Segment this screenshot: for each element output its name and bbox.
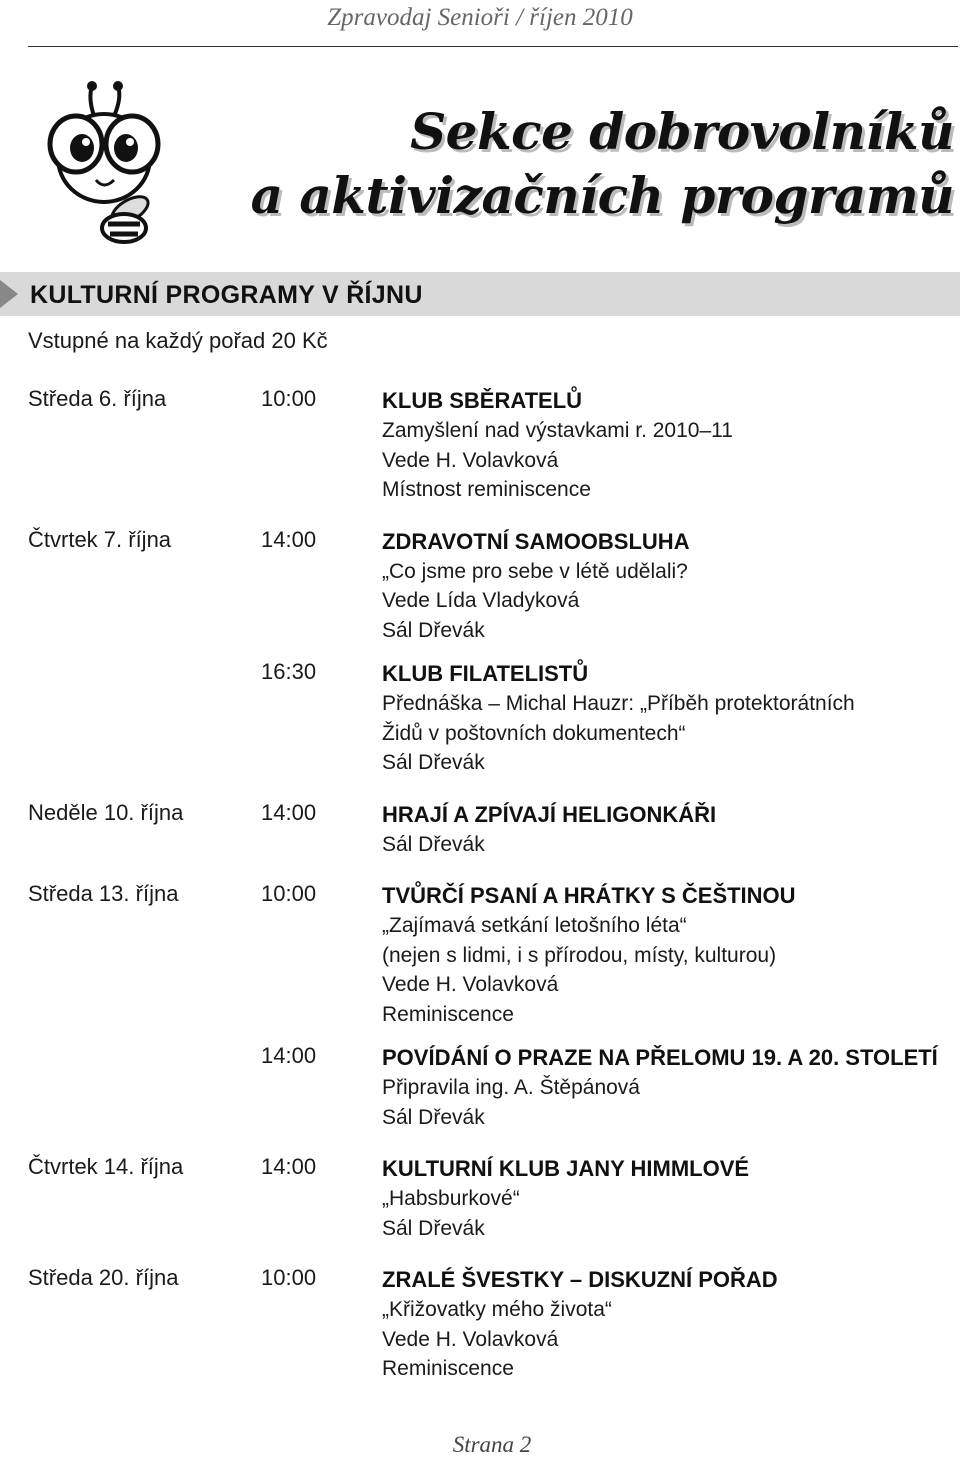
event-detail: Vede H. Volavková [382, 973, 559, 996]
event-time: 10:00 [261, 1265, 317, 1290]
event-time: 14:00 [261, 799, 317, 825]
banner-title: KULTURNÍ PROGRAMY V ŘÍJNU [30, 281, 423, 309]
section-banner [0, 272, 960, 316]
event-detail: „Co jsme pro sebe v létě udělali? [382, 559, 688, 583]
event-title: HRAJÍ A ZPÍVAJÍ HELIGONKÁŘI [382, 801, 717, 827]
event-detail: Sál Dřevák [382, 751, 485, 774]
schedule-day [28, 1154, 948, 1243]
event-title: KULTURNÍ KLUB JANY HIMMLOVÉ [382, 1156, 750, 1181]
event-title: KLUB SBĚRATELŮ [382, 388, 583, 413]
event-detail: Sál Dřevák [382, 618, 485, 642]
program-event [28, 1043, 948, 1132]
event-detail: Židů v poštovních dokumentech“ [382, 721, 686, 745]
event-title: KLUB FILATELISTŮ [382, 661, 589, 686]
header-divider [28, 46, 958, 47]
event-title: ZDRAVOTNÍ SAMOOBSLUHA [382, 528, 690, 554]
schedule-day [28, 386, 948, 505]
program-event [28, 1265, 948, 1384]
event-time: 14:00 [261, 1154, 317, 1179]
event-detail: Sál Dřevák [382, 832, 485, 856]
event-detail: (nejen s lidmi, i s přírodou, místy, kulturou) [382, 943, 777, 967]
program-event [28, 1154, 948, 1243]
program-event [28, 659, 948, 778]
program-event [28, 800, 948, 860]
event-date: Čtvrtek 7. října [28, 526, 172, 552]
event-detail: Přednáška – Michal Hauzr: „Příběh protektorátních [382, 692, 855, 715]
event-date: Čtvrtek 14. října [28, 1154, 184, 1179]
event-detail: „Habsburkové“ [382, 1187, 520, 1210]
event-detail: „Zajímavá setkání letošního léta“ [382, 914, 687, 937]
event-time: 14:00 [261, 1043, 317, 1068]
program-event [28, 386, 948, 505]
event-detail: Místnost reminiscence [382, 478, 591, 501]
program-event [28, 527, 948, 646]
program-event [28, 881, 948, 1029]
event-date: Středa 20. října [28, 1265, 179, 1290]
newsletter-title: Zpravodaj Senioři / říjen 2010 [327, 4, 633, 31]
program-schedule [28, 386, 948, 1406]
event-detail: Zamyšlení nad výstavkami r. 2010–11 [382, 419, 733, 442]
event-detail: Vede H. Volavková [382, 448, 559, 472]
schedule-day [28, 800, 948, 860]
event-detail: Reminiscence [382, 1357, 514, 1380]
schedule-day [28, 881, 948, 1132]
event-time: 10:00 [261, 881, 317, 906]
schedule-day [28, 1265, 948, 1384]
bee-mascot-icon [36, 78, 176, 248]
schedule-day [28, 527, 948, 778]
event-detail: „Křižovatky mého života“ [382, 1298, 612, 1321]
event-detail: Připravila ing. A. Štěpánová [382, 1076, 640, 1099]
event-title: TVŮRČÍ PSANÍ A HRÁTKY S ČEŠTINOU [382, 883, 796, 908]
event-time: 10:00 [261, 386, 317, 411]
event-detail: Vede Lída Vladyková [382, 589, 580, 612]
event-time: 16:30 [261, 659, 317, 684]
section-title [251, 100, 954, 228]
event-time: 14:00 [261, 526, 317, 552]
entry-fee-note: Vstupné na každý pořad 20 Kč [28, 328, 328, 353]
event-date: Neděle 10. října [28, 799, 184, 825]
event-date: Středa 6. října [28, 386, 167, 411]
event-detail: Reminiscence [382, 1002, 514, 1026]
event-detail: Vede H. Volavková [382, 1327, 559, 1351]
page-number: Strana 2 [452, 1432, 532, 1457]
section-title-line-2: a aktivizačních programů [250, 166, 954, 225]
event-title: POVÍDÁNÍ O PRAZE NA PŘELOMU 19. A 20. STOLETÍ [382, 1045, 938, 1070]
event-title: ZRALÉ ŠVESTKY – DISKUZNÍ POŘAD [382, 1267, 778, 1292]
arrow-right-icon [0, 280, 18, 308]
event-detail: Sál Dřevák [382, 1216, 485, 1240]
section-title-line-1: Sekce dobrovolníků [410, 102, 954, 161]
event-date: Středa 13. října [28, 881, 179, 906]
event-detail: Sál Dřevák [382, 1105, 485, 1129]
